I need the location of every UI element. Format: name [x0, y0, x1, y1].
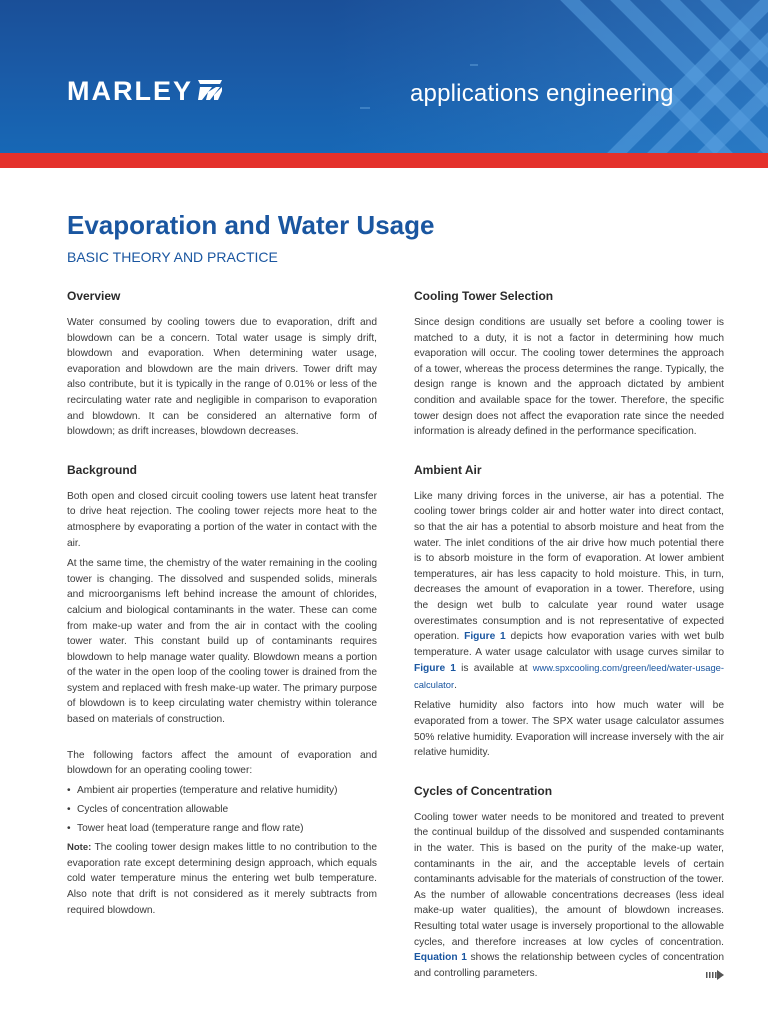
overview-paragraph: Water consumed by cooling towers due to evaporation, drift and blowdown can be a concern. Total water usage is simply drift, blowdown and evaporation. When determining water usage, evaporation and blowdown are the main drivers. Tower drift may also contribute, but it is typically in the range of 0.01% or less of the recirculating water rate and negligible in comparison to evaporation and blowdown. It can be considered an alternative form of blowdown; as drift increases, blowdown decreases. — [67, 317, 377, 438]
marley-logo — [67, 73, 224, 109]
ambient-text-d: . — [454, 679, 457, 691]
selection-section — [414, 286, 724, 440]
equation-reference: Equation 1 — [414, 952, 467, 964]
cycles-heading: Cycles of Concentration — [414, 783, 553, 798]
cycles-text-a: Cooling tower water needs to be monitored and treated to prevent the continual buildup of the dissolved and suspended contaminants in the water. This is based on the purity of the make-up water, contaminants in the air, and the acceptable levels of certain contaminants advisable for the materials of construction of the tower. As the number of allowable concentrations decreases (less ideal make-up water qualities), the amount of blowdown increases. Resulting total water usage is inversely proportional to the allowable cycles, and therefore increases at low cycles of concentration. — [414, 811, 724, 948]
note-paragraph — [67, 840, 377, 918]
background-section — [67, 460, 377, 918]
overview-heading: Overview — [67, 289, 121, 303]
factors-list — [67, 783, 377, 837]
left-column — [67, 286, 377, 918]
background-paragraph-2: At the same time, the chemistry of the water remaining in the cooling tower is changing. The dissolved and suspended solids, minerals and microorganisms left behind increase the amount of chlorides, calcium and biological contaminants in the water. These can come from make-up water and from the air in contact with the cooling tower water. This constant build up of contaminants requires blowdown to help manage water quality. Blowdown means a portion of the water in the open loop of the cooling tower is drained from the system and replaced with fresh make-up water. The primary purpose of blowdown is to keep circulating water chemistry within tolerance based on materials of construction. — [67, 558, 377, 726]
calculator-link[interactable]: www.spxcooling.com/green/leed/water-usage-calculator — [414, 662, 724, 690]
background-heading: Background — [67, 462, 138, 477]
accent-bar — [0, 153, 768, 168]
next-page-arrow-icon[interactable] — [706, 970, 724, 980]
logo-wordmark: MARLEY — [67, 76, 193, 106]
figure-reference: Figure 1 — [414, 663, 456, 675]
background-paragraph-1: Both open and closed circuit cooling towers use latent heat transfer to drive heat rejection. The cooling tower rejects more heat to the atmosphere by evaporating a portion of the water in contact with the air. — [67, 490, 377, 549]
note-label: Note: — [67, 842, 92, 854]
factors-intro: The following factors affect the amount of evaporation and blowdown for an operating cooling tower: — [67, 749, 377, 777]
marley-chevron-logo-icon — [196, 78, 224, 102]
ambient-text-c: is available at — [455, 663, 533, 675]
banner-title: applications engineering — [410, 80, 674, 107]
cycles-section — [414, 781, 724, 982]
cycles-paragraph — [414, 810, 724, 982]
ambient-air-paragraph-2: Relative humidity also factors into how much water will be evaporated from a tower. The SPX water usage calculator assumes 50% relative humidity. Evaporation will increase inversely with the air relative humidity. — [414, 700, 724, 759]
list-item: • Cycles of concentration allowable — [67, 802, 377, 818]
header-banner — [0, 0, 768, 155]
overview-section — [67, 286, 377, 440]
ambient-text-a: Like many driving forces in the universe, air has a potential. The cooling tower brings colder air and hotter water into direct contact, so that the air has a potential to absorb moisture and heat from the water. The inlet conditions of the air drive how much potential there is to absorb moisture in the form of evaporation. At lower ambient temperatures, air has less capacity to hold moisture. This, in turn, decreases the amount of evaporation in a tower. Therefore, using the design wet bulb to calculate year round water usage overestimates consumption and is not representative of expected operation. — [414, 490, 724, 643]
document-title: Evaporation and Water Usage — [67, 210, 435, 240]
right-column — [414, 286, 724, 981]
document-subtitle: BASIC THEORY AND PRACTICE — [67, 249, 278, 265]
figure-reference: Figure 1 — [464, 631, 506, 643]
list-item: • Tower heat load (temperature range and flow rate) — [67, 821, 377, 837]
ambient-air-paragraph-1 — [414, 489, 724, 694]
ambient-air-heading: Ambient Air — [414, 462, 482, 477]
cycles-text-b: shows the relationship between cycles of concentration and controlling parameters. — [414, 952, 724, 979]
ambient-text-b: depicts how evaporation varies with wet bulb temperature. A water usage calculator with usage curves similar to — [414, 631, 724, 658]
selection-paragraph: Since design conditions are usually set before a cooling tower is matched to a duty, it is not a factor in determining how much evaporation will occur. The cooling tower determines the approach of a tower, whereas the process determines the range. Typically, the design range is known and the approach dictated by ambient condition and available space for the tower. Therefore, the specific tower design does not affect the evaporation rate since the needed information is already defined in the performance specification. — [414, 317, 724, 438]
selection-heading: Cooling Tower Selection — [414, 289, 554, 303]
ambient-air-section — [414, 460, 724, 761]
note-text: The cooling tower design makes little to no contribution to the evaporation rate except determining design approach, which equals cold water temperature minus the entering wet bulb temperature. Also note that drift is not considered as it merely subtracts from required blowdown. — [67, 842, 377, 916]
list-item: • Ambient air properties (temperature and relative humidity) — [67, 783, 377, 799]
